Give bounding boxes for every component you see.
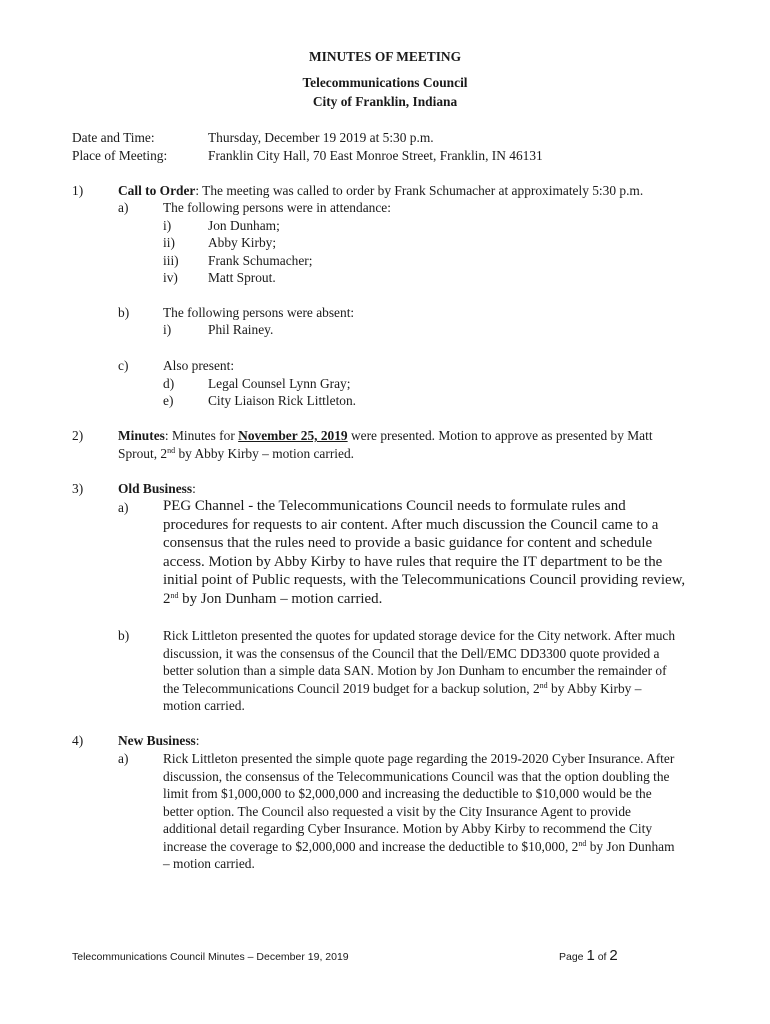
paragraph-line: – motion carried.: [163, 856, 255, 871]
place-label: Place of Meeting:: [72, 148, 168, 163]
old-business-heading: [118, 480, 196, 497]
ordinal-suffix: nd: [170, 590, 179, 600]
date-value: Thursday, December 19 2019 at 5:30 p.m.: [208, 130, 434, 145]
place-value: Franklin City Hall, 70 East Monroe Street, Franklin, IN 46131: [208, 148, 543, 163]
attendee-name: Abby Kirby;: [208, 235, 277, 250]
page-indicator: [559, 947, 618, 964]
call-to-order-line: [118, 182, 643, 199]
text-fragment: increase the coverage to $2,000,000 and increase the deductible to $10,000, 2: [163, 838, 579, 854]
paragraph-line: [163, 590, 382, 609]
paragraph-line: better solution than a simple data SAN. Motion by Jon Dunham to encumber the remainder of: [163, 663, 667, 678]
present-name: Legal Counsel Lynn Gray;: [208, 376, 351, 391]
section-heading: New Business: [118, 733, 196, 748]
document-title: MINUTES OF MEETING: [308, 49, 462, 64]
paragraph-line: consensus that the rules need to provide a basic guidance for content and schedule: [163, 535, 653, 551]
paragraph-line: initial point of Public requests, with the Telecommunications Council providing review,: [163, 572, 686, 588]
paragraph-line: PEG Channel - the Telecommunications Council needs to formulate rules and: [163, 498, 626, 514]
subitem-marker: iii): [163, 253, 179, 268]
section-text: :: [192, 481, 196, 496]
attendance-text: The following persons were in attendance:: [163, 200, 391, 215]
page-word: Page: [559, 951, 587, 963]
page-number: 1: [586, 947, 595, 964]
absent-text: The following persons were absent:: [163, 305, 355, 320]
subitem-marker: i): [163, 218, 172, 233]
paragraph-line: procedures for requests to air content. After much discussion the Council came to a: [163, 516, 659, 533]
text-fragment: by Jon Dunham: [586, 838, 675, 854]
ordinal-suffix: nd: [167, 446, 176, 455]
section-number: 2): [72, 428, 84, 443]
paragraph-line: access. Motion by Abby Kirby to have rules that require the IT department to be the: [163, 553, 663, 570]
item-marker: b): [118, 628, 130, 643]
paragraph-line: better option. The Council also requested a visit by the City Insurance Agent to provide: [163, 803, 631, 819]
council-name: Telecommunications Council: [302, 75, 468, 90]
section-heading: Old Business: [118, 481, 193, 496]
text-fragment: the Telecommunications Council 2019 budget for a backup solution, 2: [163, 680, 540, 696]
subitem-marker: ii): [163, 235, 175, 250]
section-number: 4): [72, 733, 84, 748]
section-number: 1): [72, 183, 84, 198]
text-fragment: by Abby Kirby – motion carried.: [175, 446, 354, 461]
ordinal-suffix: nd: [539, 680, 548, 690]
attendee-name: Jon Dunham;: [208, 218, 280, 233]
section-heading: Minutes: [118, 428, 165, 443]
footer-title: Telecommunications Council Minutes – December 19, 2019: [72, 951, 349, 963]
text-fragment: by Abby Kirby –: [547, 680, 642, 696]
section-number: 3): [72, 481, 84, 496]
present-name: City Liaison Rick Littleton.: [208, 393, 357, 408]
date-label: Date and Time:: [72, 130, 155, 145]
attendee-name: Frank Schumacher;: [208, 253, 313, 268]
text-fragment: by Jon Dunham – motion carried.: [178, 590, 383, 607]
minutes-line: [118, 427, 653, 444]
page-total: 2: [609, 947, 618, 964]
item-marker: a): [118, 500, 129, 515]
paragraph-line: discussion, it was the consensus of the Council that the Dell/EMC DD3300 quote provided a: [163, 645, 660, 661]
item-marker: c): [118, 358, 129, 373]
paragraph-line: motion carried.: [163, 698, 245, 713]
ordinal-suffix: nd: [578, 838, 587, 848]
subitem-marker: d): [163, 376, 175, 391]
text-fragment: 2: [163, 590, 171, 607]
page-of: of: [594, 951, 610, 963]
item-marker: a): [118, 200, 129, 215]
subitem-marker: i): [163, 322, 172, 337]
new-business-heading: [118, 732, 200, 749]
section-text: : The meeting was called to order by Frank Schumacher at approximately 5:30 p.m.: [195, 183, 644, 198]
item-marker: a): [118, 751, 129, 766]
minutes-line-2: [118, 445, 354, 462]
attendee-name: Matt Sprout.: [208, 270, 276, 285]
text-fragment: Sprout, 2: [118, 446, 168, 461]
subitem-marker: iv): [163, 270, 178, 285]
item-marker: b): [118, 305, 130, 320]
city-name: City of Franklin, Indiana: [312, 94, 458, 109]
section-text: : Minutes for: [164, 428, 239, 443]
paragraph-line: discussion, the consensus of the Telecommunications Council was that the option doubling the: [163, 768, 670, 784]
paragraph-line: additional detail regarding Cyber Insurance. Motion by Abby Kirby to recommend the City: [163, 821, 653, 836]
section-text: were presented. Motion to approve as presented by Matt: [347, 428, 653, 443]
subitem-marker: e): [163, 393, 174, 408]
paragraph-line: [163, 838, 675, 855]
section-heading: Call to Order: [118, 183, 196, 198]
paragraph-line: limit from $1,000,000 to $2,000,000 and increasing the deductible to $10,000 would be the: [163, 786, 652, 801]
paragraph-line: [163, 680, 641, 697]
also-present-text: Also present:: [163, 358, 235, 373]
section-text: :: [195, 733, 200, 748]
paragraph-line: Rick Littleton presented the quotes for updated storage device for the City network. After much: [163, 628, 676, 643]
absent-name: Phil Rainey.: [208, 322, 274, 337]
paragraph-line: Rick Littleton presented the simple quote page regarding the 2019-2020 Cyber Insurance. After: [163, 751, 675, 766]
minutes-date: November 25, 2019: [238, 428, 348, 443]
